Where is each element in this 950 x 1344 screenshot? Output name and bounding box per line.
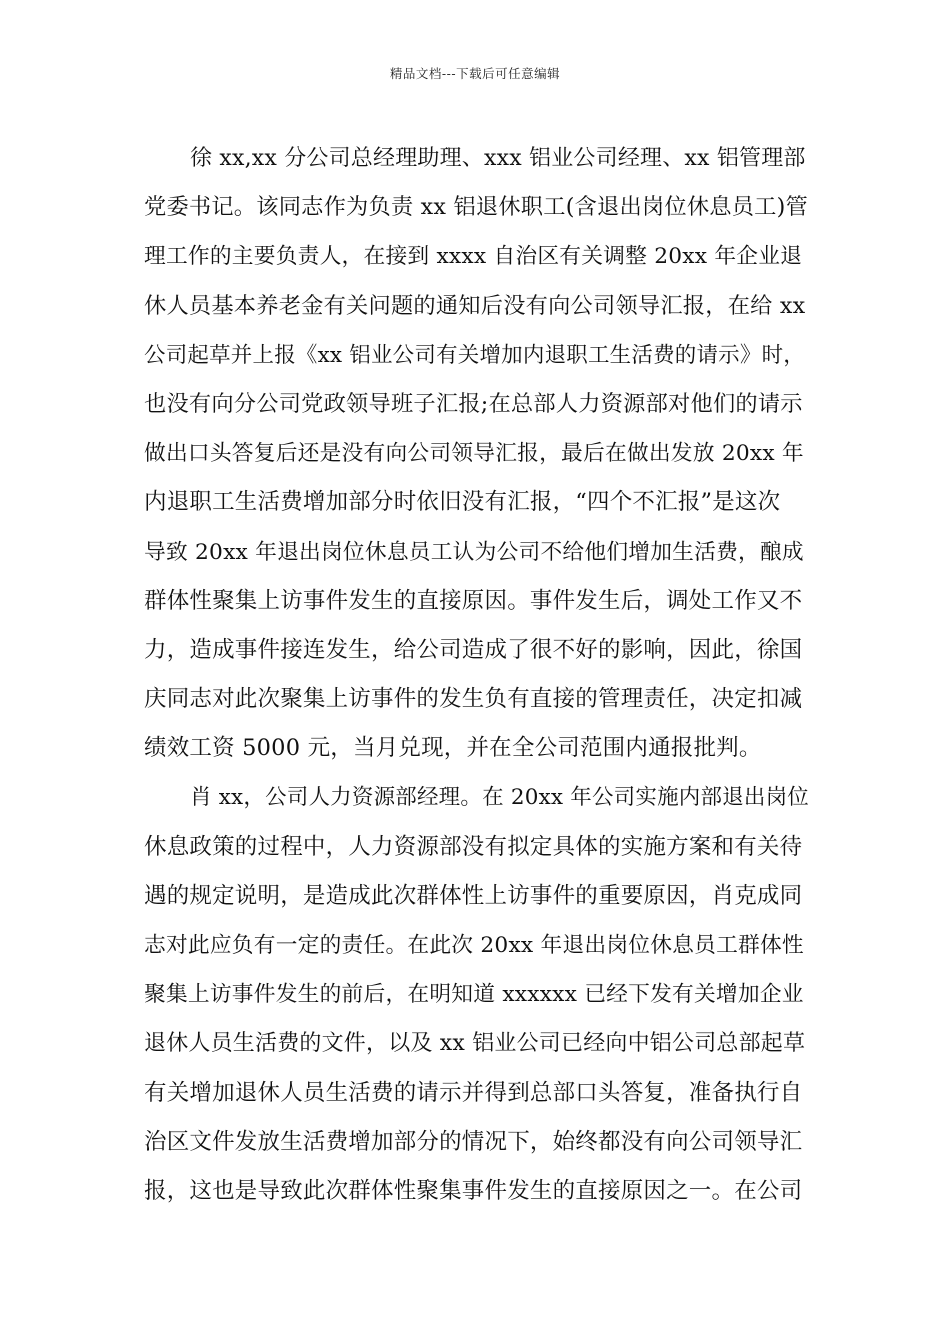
text-line: 休人员基本养老金有关问题的通知后没有向公司领导汇报，在给 xx [144, 292, 806, 319]
text-line: 群体性聚集上访事件发生的直接原因。事件发生后，调处工作又不 [144, 587, 803, 614]
text-line: 休息政策的过程中，人力资源部没有拟定具体的实施方案和有关待 [144, 833, 803, 860]
text-line: 力，造成事件接连发生，给公司造成了很不好的影响，因此，徐国 [144, 636, 803, 663]
text-line: 肖 xx，公司人力资源部经理。在 20xx 年公司实施内部退出岗位 [190, 785, 809, 811]
text-line: 做出口头答复后还是没有向公司领导汇报，最后在做出发放 20xx 年 [144, 441, 804, 467]
text-line: 报，这也是导致此次群体性聚集事件发生的直接原因之一。在公司 [144, 1177, 803, 1204]
page-header: 精品文档---下载后可任意编辑 [389, 66, 561, 81]
text-line: 徐 xx,xx 分公司总经理助理、xxx 铝业公司经理、xx 铝管理部 [190, 146, 806, 171]
paragraph-1 [144, 134, 809, 773]
text-line: 志对此应负有一定的责任。在此次 20xx 年退出岗位休息员工群体性 [144, 933, 804, 958]
text-line: 遇的规定说明，是造成此次群体性上访事件的重要原因，肖克成同 [144, 882, 803, 909]
text-line: 党委书记。该同志作为负责 xx 铝退休职工(含退出岗位休息员工)管 [144, 194, 808, 221]
text-line: 理工作的主要负责人，在接到 xxxx 自治区有关调整 20xx 年企业退 [144, 244, 803, 270]
text-line: 绩效工资 5000 元，当月兑现，并在全公司范围内通报批判。 [144, 735, 762, 762]
document-body [144, 134, 809, 1216]
text-line: 内退职工生活费增加部分时依旧没有汇报，“四个不汇报”是这次 [144, 489, 781, 516]
text-line: 公司起草并上报《xx 铝业公司有关增加内退职工生活费的请示》时， [144, 342, 805, 368]
text-line: 聚集上访事件发生的前后，在明知道 xxxxxx 已经下发有关增加企业 [144, 982, 804, 1008]
text-line: 庆同志对此次聚集上访事件的发生负有直接的管理责任，决定扣减 [144, 686, 803, 713]
text-line: 治区文件发放生活费增加部分的情况下，始终都没有向公司领导汇 [144, 1128, 803, 1155]
text-line: 导致 20xx 年退出岗位休息员工认为公司不给他们增加生活费，酿成 [144, 539, 804, 565]
text-line: 有关增加退休人员生活费的请示并得到总部口头答复，准备执行自 [144, 1079, 803, 1106]
text-line: 退休人员生活费的文件，以及 xx 铝业公司已经向中铝公司总部起草 [144, 1031, 806, 1057]
text-line: 也没有向分公司党政领导班子汇报;在总部人力资源部对他们的请示 [144, 390, 803, 417]
paragraph-2 [144, 773, 809, 1216]
